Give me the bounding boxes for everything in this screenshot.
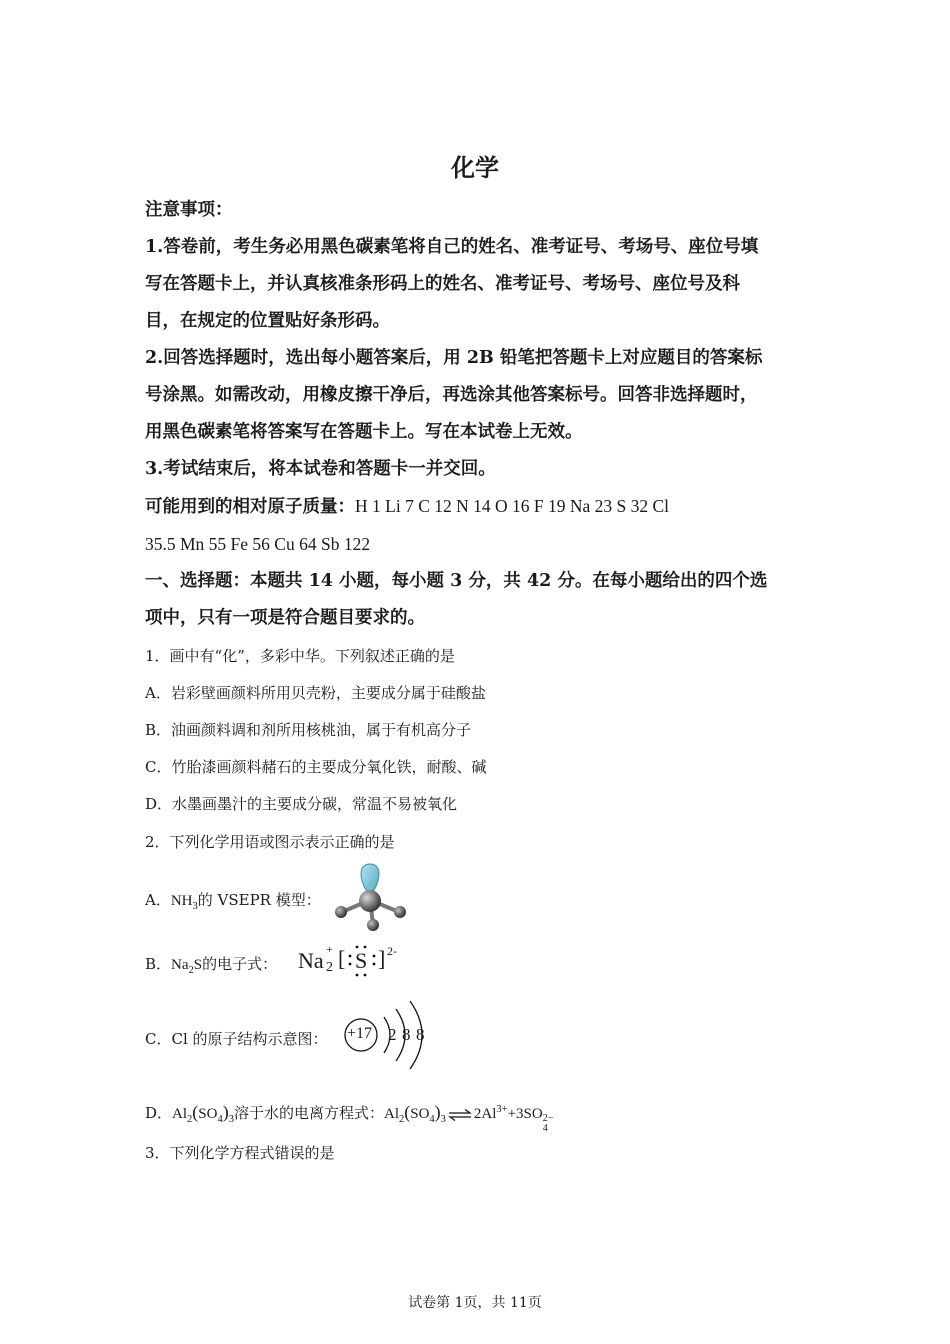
shell-1-count: 2 [388,1025,397,1044]
eq-rhs-so: +3SO [507,1106,543,1122]
electron-formula-na: Na [298,948,324,973]
right-bracket: ] [378,946,386,971]
section-heading-1: 一、选择题：本题共 14 小题，每小题 3 分，共 42 分。在每小题给出的四个选 [145,571,768,591]
na2s-s: S [193,957,203,973]
left-bracket: [ [338,946,346,971]
notice-heading: 注意事项： [145,200,233,220]
notice-line-6: 用黑色碳素笔将答案写在答题卡上。写在本试卷上无效。 [145,422,583,442]
paren-close: ) [222,1102,229,1122]
ionization-equation [383,1102,554,1134]
na2s-na: Na [171,957,189,973]
al2so43-so: SO [198,1106,218,1122]
eq-paren-open: ( [404,1102,411,1122]
q2-option-d [145,1102,553,1134]
q1-option-d: D．水墨画墨汁的主要成分碳，常温不易被氧化 [145,795,458,813]
al2so43-al: Al [172,1106,188,1122]
q2-option-b-prefix: B． [145,955,172,973]
al2so43-sub2: 2 [187,1114,193,1125]
atomic-structure-diagram [340,998,435,1076]
q2-option-c-prefix: C． [145,1030,172,1048]
shell-2-count: 8 [402,1025,411,1044]
q2-option-a-text: 的 VSEPR 模型： [197,891,321,909]
eq-so: SO [410,1106,430,1122]
reversible-arrow-icon [447,1108,473,1122]
q1-option-c: C．竹胎漆画颜料赭石的主要成分氧化铁，耐酸、碱 [145,758,487,776]
electron-dots-icon [346,944,380,978]
nucleus-charge: +17 [347,1025,373,1042]
q2-option-c [145,1028,328,1049]
q2-option-b-text: 的电子式： [202,955,278,973]
electron-formula-na-charge: + [326,942,333,956]
al2so43-sub3: 3 [228,1114,234,1125]
notice-line-3: 目，在规定的位置贴好条形码。 [145,311,390,331]
atomic-mass-line-1 [145,498,669,517]
q2-option-c-text: Cl 的原子结构示意图： [171,1030,328,1048]
q2-option-b [145,953,277,976]
q2-option-a-prefix: A． [145,891,171,909]
notice-line-4: 2.回答选择题时，选出每小题答案后，用 2B 铅笔把答题卡上对应题目的答案标 [145,348,763,368]
page-footer: 试卷第 1页，共 11页 [408,1295,542,1311]
q2-option-d-prefix: D． [145,1104,173,1122]
q1-option-b: B．油画颜料调和剂所用核桃油，属于有机高分子 [145,721,472,739]
al2so43-formula [172,1102,234,1125]
notice-line-2: 写在答题卡上，并认真核准条形码上的姓名、准考证号、考场号、座位号及科 [145,274,740,294]
nh3-sub: 3 [192,901,198,912]
notice-line-7: 3.考试结束后，将本试卷和答题卡一并交回。 [145,459,496,479]
section-heading-2: 项中，只有一项是符合题目要求的。 [145,608,425,628]
notice-line-1: 1.答卷前，考生务必用黑色碳素笔将自己的姓名、准考证号、考场号、座位号填 [145,237,759,257]
eq-sub2: 2 [398,1114,405,1125]
notice-line-5: 号涂黑。如需改动，用橡皮擦干净后，再选涂其他答案标号。回答非选择题时， [145,385,758,405]
electron-formula [298,944,408,978]
eq-rhs-so-charge: 2− [542,1113,554,1124]
eq-sub4: 4 [429,1114,435,1125]
electron-formula-na-sub: 2 [326,960,333,975]
q1-stem: 1．画中有“化”，多彩中华。下列叙述正确的是 [145,647,455,665]
vsepr-model-icon [328,858,414,932]
eq-rhs-al: 2Al [473,1106,497,1122]
eq-rhs-so-scripts [543,1114,554,1134]
eq-sub3: 3 [440,1114,446,1125]
eq-al: Al [383,1106,399,1122]
electron-formula-s: S [355,948,368,973]
nh3-n-h: NH [170,893,193,909]
na2s-sub: 2 [188,965,194,976]
atomic-mass-line-2: 35.5 Mn 55 Fe 56 Cu 64 Sb 122 [145,534,371,554]
page-title: 化学 [451,153,499,182]
q2-option-a [145,889,321,912]
paren-open: ( [192,1102,199,1122]
electron-formula-charge: 2- [387,944,397,958]
al2so43-sub4: 4 [217,1114,223,1125]
q2-stem: 2．下列化学用语或图示表示正确的是 [145,833,395,851]
shell-3-count: 8 [416,1025,425,1044]
q1-option-a: A．岩彩壁画颜料所用贝壳粉，主要成分属于硅酸盐 [145,684,486,702]
atomic-mass-label: 可能用到的相对原子质量： [145,497,355,517]
q3-stem: 3．下列化学方程式错误的是 [145,1144,335,1162]
na2s-formula [171,957,203,976]
atomic-mass-values-1: H 1 Li 7 C 12 N 14 O 16 F 19 Na 23 S 32 Cl [355,496,670,516]
eq-paren-close: ) [434,1102,441,1122]
eq-rhs-al-charge: 3+ [496,1104,508,1115]
eq-rhs-so-sub: 4 [542,1123,548,1134]
q2-option-d-text: 溶于水的电离方程式： [233,1104,384,1122]
nh3-formula [170,893,198,912]
